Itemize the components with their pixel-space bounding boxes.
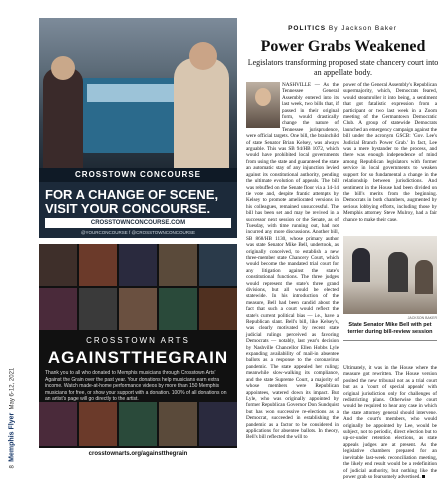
ad2-title: AGAINSTTHEGRAIN [47,348,229,367]
musician-photo [79,244,117,286]
musician-photo-grid-bottom [39,402,237,446]
musician-photo [39,402,77,446]
musician-photo [199,288,237,330]
folio [5,300,17,475]
photo-person [352,248,370,282]
photo-float [246,82,282,128]
end-mark-icon [422,475,425,478]
ad2-url[interactable]: crosstownarts.org/againstthegrain [39,448,237,460]
folio-paper: Memphis Flyer [8,412,16,462]
ad-social: @YOURCONCOURSE f @CROSSTOWNCONCOURSE [80,230,196,235]
musician-photo [119,402,157,446]
musician-photo [159,402,197,446]
column-1-text: NASHVILLE — As the Tennessee General Assembly entered into its last week, two bills that, if passed in their original form, would drastically change the nature of Tennessee jurisprudence, were official targets. One bill, the brainchild of state Senator Brian Kelsey, was always arguable. This was SB 94/HB 1072, which would have prohibited local governments from using the state and guaranteed the state an automatic stay of any injunction levied against its constitutional authority, pending the ultimate evolution of appeals. The bill was rebuffed on the Senate floor via a 14-14 tie vote and, despite frantic attempts by Kelsey to promote ameliorated versions in his colleagues, remained unsuccessful. The bill has been set and may be revived in a successor next session or the Senate, as of Tuesday, with time running out, had not incurred any more discussions. Another bill, SB 868/HB 1130, whose primary author was state Senator Mike Bell, undertook, as originally conceived, to establish a new three-member state Chancery Court, which would become the mandated trial court for any litigation against the state's constitutional functions. The three judges would represent the state's three grand divisions, but all would be elected statewide. In his introduction of the measure, Bell had been candid about the fact that such a court would reflect the state's current political bias — i.e., have a Republican slant. Bell's bill, like Kelsey's, was clearly motivated by recent state judicial rulings perceived as favoring Democrats — notably, last year's decision by Nashville Chancellor Ellen Hobbs Lyle expanding availability of mail-in absentee ballots as a response to the coronavirus pandemic. The state appealed her ruling; meanwhile slow-walking its compliance, and the state Supreme Court, a majority of whose members were Republican appointees, watered down its impact. But Lyle, who was originally appointed by former Republican Governor Don Sundquist but has won successive re-elections as a Democrat, succeeded in establishing the pandemic as a factor to be considered in applications for absentee ballots. In theory, Bell's bill reflected the will to [246,82,339,441]
musician-photo [39,288,77,330]
headline: Power Grabs Weakened [260,38,426,55]
photo-person [415,260,433,294]
person-head [51,56,75,80]
divider [343,340,437,341]
ad-url[interactable]: CROSSTOWNCONCOURSE.COM [45,218,231,228]
musician-photo [199,402,237,446]
musician-photo [39,244,77,286]
deck: Legislators transforming proposed state chancery court into an appellate body. [247,58,439,77]
crosstown-concourse-ad [39,18,237,238]
musician-photo [199,244,237,286]
section-header [250,25,435,32]
article-column-3 [343,365,437,480]
musician-photo-grid [39,244,237,330]
musician-photo [159,288,197,330]
ad2-body: Thank you to all who donated to Memphis musicians through Crosstown Arts' Against the Grain over the past year. Your donations help musicians earn extra income. Watch made-at-home performance videos by more than 150 Memphis musicians for free, or show your support with a donation. 100% of all donations on an artist's page will go directly to the artist. [45,370,227,402]
folio-text [9,299,16,469]
musician-photo [119,244,157,286]
photo-caption: State Senator Mike Bell with pet terrier during bill-review session [347,322,433,335]
person-head [189,42,217,70]
person-figure [43,68,83,168]
photo-person [388,252,408,292]
ad-headline: FOR A CHANGE OF SCENE, VISIT YOUR CONCOURSE. [45,187,219,216]
byline: By Jackson Baker [328,25,397,32]
ad-brand-bar: CROSSTOWN CONCOURSE [39,168,237,182]
person-figure [174,58,229,168]
column-3-text: Ultimately, it was in the House where the measure got rewritten. The House version posited the new tribunal not as a trial court but as a 'court of special appeals' with original jurisdiction only for challenges of redistricting plans. Otherwise the court would be required to hear any case in which the state attorney general should intervene. And the court's members, who would originally be appointed by Lee, would be subject, not to periodic, direct election but to up-or-under retention elections, as state appeals judges are at present. As the legislative chambers prepared for an inevitable last-week reconciliation meeting, the likely end result would be a redefinition of judicial authority, but nothing like the power grab so fearsomely advertised. [343,365,437,480]
article-column-2: power of the General Assembly's Republican supermajority, which, Democrats feared, would steamroller it into being, a sentiment that got fatalistic expression from a participant or two last week in a Zoom meeting of the Germantown Democratic Club. A group of statewide Democrats launched an emergency campaign against the bill under the acronym GSCB: 'Gov. Lee's Judicial Branch Power Grab.' In fact, Lee was a mere bystander to the process, and there was enough independence of mind among Republican legislators with former service in local governments to weaken support for so fundamental a change in the relationship between jurisdictions. And sentiment in the House had been divided on the bill's merits from the beginning. Democrats in both chambers, augmented by serious lobbying efforts, including those by Memphis attorney Steve Mulroy, had a fair chance to make their case. [343,82,437,223]
folio-date: May 6-12, 2021 [9,367,16,410]
musician-photo [79,402,117,446]
section-label: POLITICS [288,25,327,32]
crosstown-arts-ad [39,244,237,460]
musician-photo [119,288,157,330]
ad2-subtitle: CROSSTOWN ARTS [86,336,190,345]
folio-page: 8 [9,465,16,469]
photo-credit: JACKSON BAKER [407,316,437,320]
musician-photo [79,288,117,330]
bus-window [87,84,182,102]
musician-photo [159,244,197,286]
article-column-1 [246,82,339,441]
